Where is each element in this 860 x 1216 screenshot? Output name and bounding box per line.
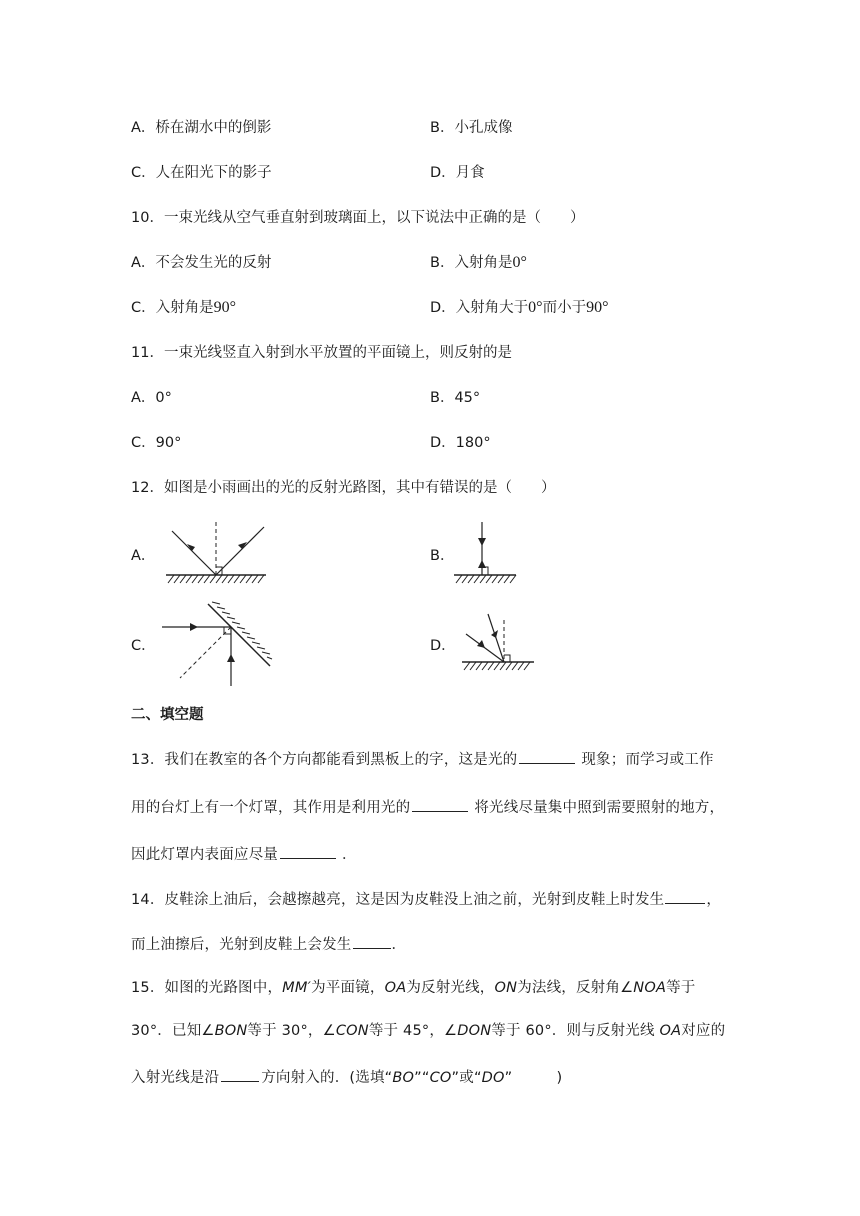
q12-figure-a [162,520,272,590]
q14-line-1 [131,888,721,910]
section-heading: 二、填空题 [131,707,204,723]
q14-blank-1[interactable] [665,888,705,904]
q10-d-mid: 而小于 [542,300,587,316]
q15-blank[interactable] [221,1066,259,1082]
q15-angle-label: DON [457,1023,492,1039]
q15-text: ” ) [504,1070,563,1086]
q9-option-b: B．小孔成像 [430,120,513,136]
q13-blank-1[interactable] [519,748,575,764]
q15-text: 方向射入的．(选填“ [261,1070,393,1086]
q10-b-text: B．入射角是 [430,255,513,271]
q13-line-3 [131,843,357,865]
q15-text: 等于 45°，∠ [368,1023,458,1039]
q12-figure-d [456,610,541,680]
q15-line-2 [131,1021,725,1041]
q15-line-1 [131,978,695,998]
q15-choice-bo: BO [392,1070,415,1086]
q12-figure-b [448,520,523,590]
q15-normal-label: ON [494,980,518,996]
q15-text: 等于 [666,980,696,996]
q10-d-math2: 90° [586,299,609,316]
q10-stem: 10．一束光线从空气垂直射到玻璃面上，以下说法中正确的是（ ） [131,210,585,226]
q9-option-d: D．月食 [430,165,485,181]
q12-figure-c [158,600,273,690]
q15-text: 为反射光线， [406,980,495,996]
q10-d-text: D．入射角大于 [430,300,529,316]
q15-text: 对应的 [681,1023,726,1039]
q15-text: 入射光线是沿 [131,1070,220,1086]
q14-blank-2[interactable] [353,933,391,949]
q13-line-2 [131,796,724,818]
q14-text-2a: 而上油擦后，光射到皮鞋上会发生 [131,937,352,953]
q10-option-b [430,253,527,273]
q12-option-b-label: B． [430,548,455,564]
q13-blank-3[interactable] [280,843,336,859]
q12-option-c-label: C． [131,638,156,654]
q15-choice-co: CO [429,1070,452,1086]
q13-blank-2[interactable] [412,796,468,812]
q15-mirror-label: MM′ [282,980,312,996]
q10-b-math: 0° [512,254,527,271]
q13-line-1 [131,748,714,770]
q12-stem: 12．如图是小雨画出的光的反射光路图，其中有错误的是（ ） [131,480,556,496]
q10-option-c [131,298,236,318]
q14-line-2 [131,933,406,955]
q15-line-3 [131,1066,562,1088]
q10-option-d [430,298,608,318]
q10-c-text: C．入射角是 [131,300,214,316]
q15-ray-label: OA [659,1023,682,1039]
q15-ray-label: OA [384,980,407,996]
q15-text: ”“ [414,1070,430,1086]
q13-text-1b: 现象；而学习或工作 [581,752,714,768]
q12-option-a-label: A． [131,548,156,564]
q11-option-a: A．0° [131,390,172,406]
q15-text: 30°．已知∠ [131,1023,215,1039]
q11-option-c: C．90° [131,435,182,451]
q11-option-d: D．180° [430,435,491,451]
q11-option-b: B．45° [430,390,481,406]
q15-angle-label: BON [214,1023,248,1039]
q13-text-3a: 因此灯罩内表面应尽量 [131,847,278,863]
q9-option-a: A．桥在湖水中的倒影 [131,120,272,136]
q9-option-c: C．人在阳光下的影子 [131,165,272,181]
q10-c-math: 90° [213,299,237,316]
q15-text: 等于 60°．则与反射光线 [491,1023,660,1039]
q15-text: 为平面镜， [311,980,385,996]
q15-angle-label: NOA [633,980,667,996]
q10-option-a: A．不会发生光的反射 [131,255,272,271]
q13-text-3b: ． [342,847,357,863]
q15-angle-label: CON [335,1023,369,1039]
q11-stem: 11．一束光线竖直入射到水平放置的平面镜上，则反射的是 [131,345,512,361]
q13-text-1a: 13．我们在教室的各个方向都能看到黑板上的字，这是光的 [131,752,518,768]
q14-text-1a: 14．皮鞋涂上油后，会越擦越亮，这是因为皮鞋没上油之前，光射到皮鞋上时发生 [131,892,665,908]
q10-d-math1: 0° [528,299,543,316]
q15-text: 等于 30°，∠ [247,1023,336,1039]
q15-text: 为法线，反射角∠ [517,980,634,996]
q13-text-2b: 将光线尽量集中照到需要照射的地方， [474,800,725,816]
q14-text-1b: ， [706,892,722,908]
q14-text-2b: ． [391,937,407,953]
q15-text: 15．如图的光路图中， [131,980,283,996]
q15-choice-do: DO [481,1070,505,1086]
q15-text: ”或“ [451,1070,482,1086]
q13-text-2a: 用的台灯上有一个灯罩，其作用是利用光的 [131,800,411,816]
q12-option-d-label: D． [430,638,456,654]
